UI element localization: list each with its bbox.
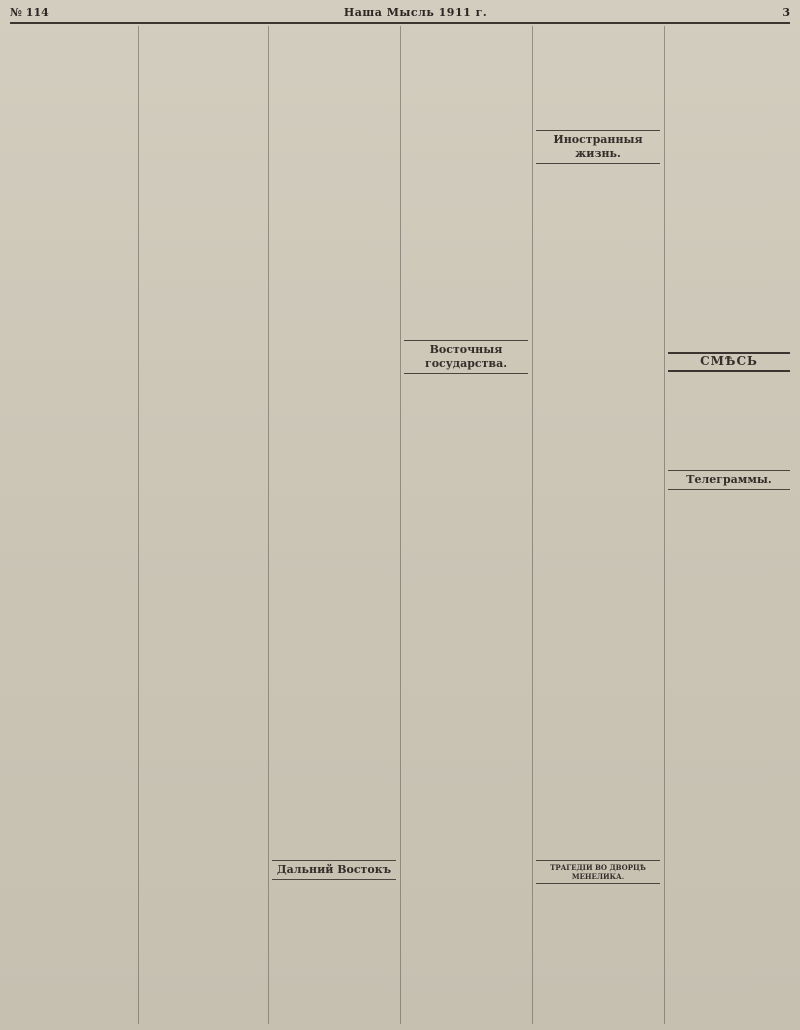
column-3 bbox=[272, 26, 396, 1026]
page-number: 3 bbox=[782, 5, 790, 19]
column-1 bbox=[10, 26, 134, 1026]
column-5 bbox=[536, 26, 660, 1026]
heading-vostochnye: Восточныя государства. bbox=[404, 340, 528, 374]
column-4 bbox=[404, 26, 528, 1026]
column-divider bbox=[268, 26, 269, 1024]
newspaper-title: Наша Мысль 1911 г. bbox=[343, 5, 488, 19]
column-divider bbox=[532, 26, 533, 1024]
heading-inostrannye: Иностранныя жизнь. bbox=[536, 130, 660, 164]
issue-number: № 114 bbox=[10, 5, 49, 19]
column-2 bbox=[142, 26, 264, 1026]
column-6 bbox=[668, 26, 790, 1026]
column-divider bbox=[138, 26, 139, 1024]
heading-telegrammy: Телеграммы. bbox=[668, 470, 790, 490]
heading-smes: СМѢСЬ bbox=[668, 352, 790, 372]
masthead bbox=[10, 2, 790, 24]
column-divider bbox=[400, 26, 401, 1024]
heading-tragedii: ТРАГЕДІИ ВО ДВОРЦѢ МЕНЕЛИКА. bbox=[536, 860, 660, 884]
column-divider bbox=[664, 26, 665, 1024]
heading-dalny-vostok: Дальний Востокъ bbox=[272, 860, 396, 880]
